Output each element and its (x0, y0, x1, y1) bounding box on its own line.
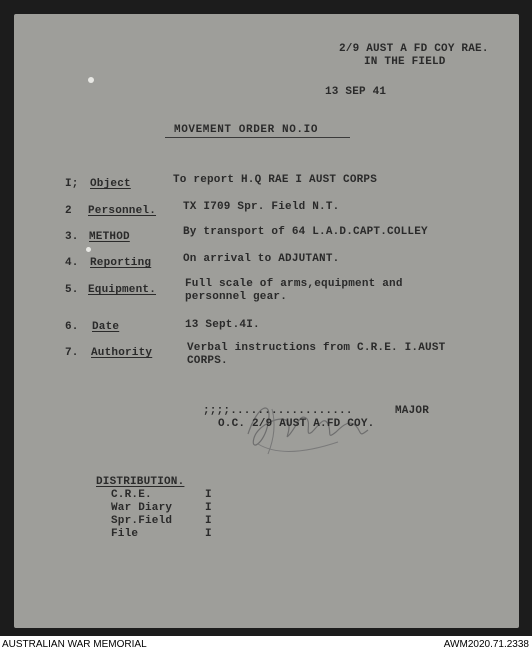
unit-heading: 2/9 AUST A FD COY RAE. (339, 43, 489, 55)
document-page (14, 14, 519, 628)
document-title: MOVEMENT ORDER NO.IO (174, 124, 319, 136)
item-number: 6. (65, 321, 79, 333)
archive-footer (0, 637, 532, 653)
item-number: I; (65, 178, 79, 190)
location-line: IN THE FIELD (364, 56, 446, 68)
punch-hole-bottom (86, 247, 91, 252)
item-number: 5. (65, 284, 79, 296)
item-number: 2 (65, 205, 72, 217)
item-number: 3. (65, 231, 79, 243)
distribution-name: Spr.Field (111, 515, 173, 527)
item-label: Date (92, 321, 120, 333)
item-number: 4. (65, 257, 79, 269)
signatory-title: O.C. 2/9 AUST A.FD COY. (218, 418, 375, 430)
punch-hole-top (88, 77, 94, 83)
archive-name: AUSTRALIAN WAR MEMORIAL (2, 639, 147, 650)
item-label: Authority (91, 347, 153, 359)
archive-reference: AWM2020.71.2338 (443, 639, 529, 650)
order-date: 13 SEP 41 (325, 86, 387, 98)
item-text: On arrival to ADJUTANT. (183, 253, 340, 265)
distribution-count: I (205, 502, 212, 514)
item-text: CORPS. (187, 355, 228, 367)
title-underline (165, 137, 350, 138)
signature-dots: ;;;;.................. (203, 405, 353, 417)
item-text: 13 Sept.4I. (185, 319, 260, 331)
distribution-heading: DISTRIBUTION. (96, 476, 185, 488)
signatory-rank: MAJOR (395, 405, 430, 417)
item-label: Reporting (90, 257, 152, 269)
item-text: personnel gear. (185, 291, 288, 303)
item-label: Equipment. (88, 284, 157, 296)
item-text: Full scale of arms,equipment and (185, 278, 403, 290)
item-text: To report H.Q RAE I AUST CORPS (173, 174, 378, 186)
distribution-name: File (111, 528, 139, 540)
distribution-count: I (205, 515, 212, 527)
distribution-name: War Diary (111, 502, 173, 514)
item-text: By transport of 64 L.A.D.CAPT.COLLEY (183, 226, 428, 238)
distribution-name: C.R.E. (111, 489, 152, 501)
distribution-count: I (205, 528, 212, 540)
item-label: METHOD (89, 231, 130, 243)
item-label: Object (90, 178, 131, 190)
distribution-count: I (205, 489, 212, 501)
item-text: TX I709 Spr. Field N.T. (183, 201, 340, 213)
item-text: Verbal instructions from C.R.E. I.AUST (187, 342, 446, 354)
item-number: 7. (65, 347, 79, 359)
item-label: Personnel. (88, 205, 157, 217)
